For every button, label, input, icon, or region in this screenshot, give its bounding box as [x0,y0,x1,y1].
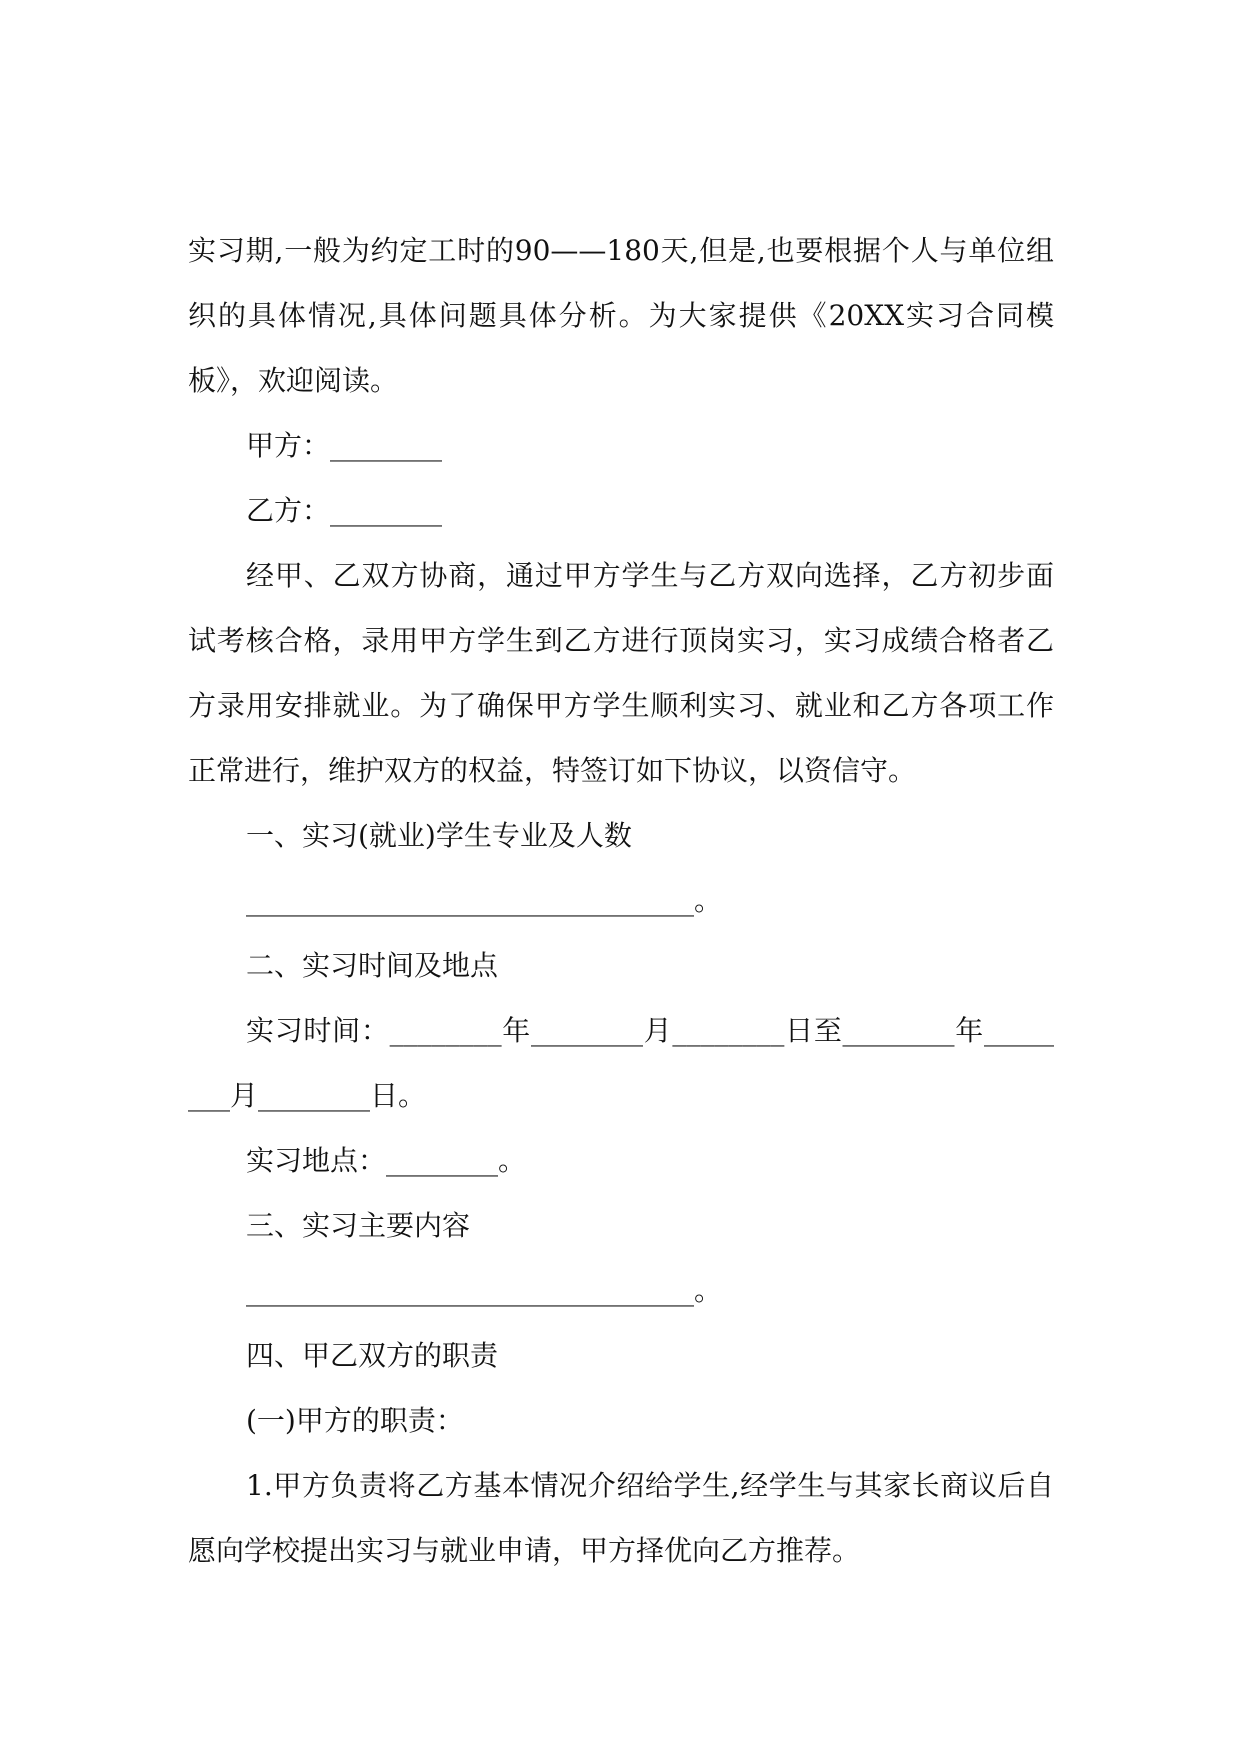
party-a-line: 甲方：________ [246,429,443,462]
section-2-title: 二、实习时间及地点 [246,949,499,982]
section-2-place: 实习地点：________。 [246,1144,527,1177]
section-3-blank: ________________________________。 [246,1274,723,1307]
preamble-paragraph: 经甲、乙双方协商，通过甲方学生与乙方双向选择，乙方初步面试考核合格，录用甲方学生到乙方进行顶岗实习，实习成绩合格者乙方录用安排就业。为了确保甲方学生顺利实习、就业和乙方各项工作正常进行，维护双方的权益，特签订如下协议，以资信守。 [188,559,1054,787]
intro-paragraph: 实习期,一般为约定工时的90——180天,但是,也要根据个人与单位组织的具体情况,具体问题具体分析。为大家提供《20XX实习合同模板》，欢迎阅读。 [188,234,1054,397]
section-4-title: 四、甲乙双方的职责 [246,1339,499,1372]
section-1-title: 一、实习(就业)学生专业及人数 [246,819,632,852]
section-4-subtitle: (一)甲方的职责： [246,1404,464,1437]
section-2-time: 实习时间：________年________月________日至________年________月________日。 [188,1014,1054,1112]
section-4-item-1: 1.甲方负责将乙方基本情况介绍给学生,经学生与其家长商议后自愿向学校提出实习与就业申请，甲方择优向乙方推荐。 [188,1469,1054,1567]
section-1-blank: ________________________________。 [246,884,723,917]
section-3-title: 三、实习主要内容 [246,1209,471,1242]
document-body [188,218,1054,1583]
party-b-line: 乙方：________ [246,494,443,527]
